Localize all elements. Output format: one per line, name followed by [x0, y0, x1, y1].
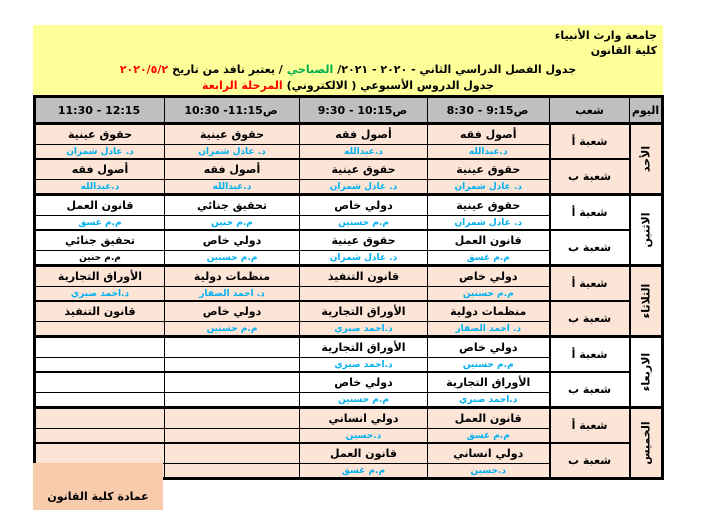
semester-title-text: جدول الفصل الدراسي الثاني - ٢٠٢٠ - ٢٠٢١/: [337, 63, 577, 76]
subject-cell: [165, 372, 300, 393]
subject-cell: دولي خاص: [165, 301, 300, 322]
teacher-cell: د.عبدالله: [35, 180, 165, 195]
day-label: الثلاثاء: [639, 283, 653, 319]
weekly-title: [33, 78, 663, 94]
stage-label: المرحلة الرابعة: [202, 79, 283, 92]
subject-row: [35, 372, 663, 393]
timetable-table: [33, 95, 664, 480]
day-cell: [630, 337, 663, 408]
teacher-cell: م.م غسق: [428, 429, 550, 444]
teacher-cell: د. عادل شمران: [300, 251, 428, 266]
teacher-cell: د. احمد الصفار: [165, 287, 300, 302]
teacher-cell: [35, 393, 165, 408]
teacher-cell: د.احمد صبري: [428, 393, 550, 408]
day-cell: [630, 266, 663, 337]
teacher-cell: د.احمد صبري: [35, 287, 165, 302]
teacher-cell: م.م غسق: [300, 464, 428, 479]
subject-cell: منظمات دولية: [165, 266, 300, 287]
teacher-cell: [165, 358, 300, 373]
teacher-cell: د.عبدالله: [165, 180, 300, 195]
day-cell: [630, 408, 663, 479]
effective-date: ٢٠٢٠/٥/٢: [119, 63, 169, 76]
teacher-cell: م.م حنين: [35, 251, 165, 266]
teacher-cell: د.احمد صبري: [300, 358, 428, 373]
subject-cell: أصول فقه: [428, 124, 550, 145]
subject-cell: تحقيق جنائي: [165, 195, 300, 216]
subject-cell: [165, 408, 300, 429]
subject-cell: قانون التنفيذ: [35, 301, 165, 322]
day-label: الاربعاء: [639, 352, 653, 392]
teacher-cell: م.م حسنين: [165, 251, 300, 266]
subject-row: [35, 301, 663, 322]
subject-cell: قانون العمل: [428, 408, 550, 429]
teacher-cell: م.م حسنين: [300, 216, 428, 231]
teacher-cell: د.حسين: [300, 429, 428, 444]
subject-row: [35, 195, 663, 216]
section-cell: شعبة ب: [550, 159, 630, 195]
sections-column-header: شعب: [550, 97, 630, 124]
subject-cell: الأوراق التجارية: [35, 266, 165, 287]
header-row: [35, 97, 663, 124]
teacher-cell: د. عادل شمران: [428, 216, 550, 231]
teacher-cell: [35, 429, 165, 444]
teacher-cell: د.عبدالله: [300, 145, 428, 160]
subject-cell: تحقيق جنائي: [35, 230, 165, 251]
teacher-cell: [165, 429, 300, 444]
teacher-cell: م.م حسنين: [428, 287, 550, 302]
subject-row: [35, 230, 663, 251]
day-label: الخميس: [639, 421, 653, 465]
teacher-cell: د. عادل شمران: [165, 145, 300, 160]
subject-cell: قانون العمل: [35, 195, 165, 216]
teacher-cell: م.م غسق: [428, 251, 550, 266]
subject-cell: حقوق عينية: [165, 124, 300, 145]
time-column-header: ص9:30 - 10:15: [300, 97, 428, 124]
subject-cell: حقوق عينية: [300, 230, 428, 251]
teacher-cell: م.م حسنين: [165, 322, 300, 337]
day-cell: [630, 195, 663, 266]
weekly-title-text: جدول الدروس الأسبوعي ( الالكتروني): [286, 79, 494, 92]
subject-row: [35, 266, 663, 287]
day-cell: [630, 124, 663, 195]
subject-cell: دولي خاص: [300, 195, 428, 216]
teacher-cell: م.م حنين: [165, 216, 300, 231]
time-column-header: 11:30 - 12:15: [35, 97, 165, 124]
subject-cell: حقوق عينية: [35, 124, 165, 145]
subject-cell: حقوق عينية: [300, 159, 428, 180]
teacher-cell: م.م حسنين: [428, 358, 550, 373]
banner: [33, 25, 663, 95]
subject-cell: دولي خاص: [428, 337, 550, 358]
semester-title: [33, 62, 663, 78]
subject-cell: [165, 443, 300, 464]
subject-cell: دولي انساني: [300, 408, 428, 429]
subject-cell: الأوراق التجارية: [300, 337, 428, 358]
subject-cell: الأوراق التجارية: [300, 301, 428, 322]
schedule-body: [35, 124, 663, 479]
subject-row: [35, 408, 663, 429]
teacher-cell: م.م حسنين: [300, 393, 428, 408]
teacher-cell: د. عادل شمران: [35, 145, 165, 160]
subject-cell: [35, 408, 165, 429]
section-cell: شعبة ب: [550, 230, 630, 266]
subject-cell: [35, 443, 165, 464]
subject-cell: دولي انساني: [428, 443, 550, 464]
subject-cell: دولي خاص: [428, 266, 550, 287]
university-name: جامعة وارث الأنبياء: [554, 29, 657, 42]
subject-cell: حقوق عينية: [428, 195, 550, 216]
deanship-label: عمادة كلية القانون: [47, 490, 149, 503]
subject-row: [35, 124, 663, 145]
morning-label: الصباحي: [286, 63, 334, 76]
section-cell: شعبة أ: [550, 408, 630, 444]
teacher-cell: [300, 287, 428, 302]
teacher-cell: د. عادل شمران: [300, 180, 428, 195]
teacher-cell: [165, 464, 300, 479]
teacher-cell: م.م غسق: [35, 216, 165, 231]
section-cell: شعبة ب: [550, 301, 630, 337]
teacher-cell: د.احمد صبري: [300, 322, 428, 337]
teacher-cell: [165, 393, 300, 408]
day-label: الاثنين: [639, 212, 653, 248]
subject-row: [35, 159, 663, 180]
subject-cell: أصول فقه: [35, 159, 165, 180]
section-cell: شعبة ب: [550, 443, 630, 479]
subject-cell: أصول فقه: [300, 124, 428, 145]
college-name: كلية القانون: [590, 44, 657, 57]
subject-cell: الأوراق التجارية: [428, 372, 550, 393]
teacher-cell: [35, 322, 165, 337]
subject-row: [35, 443, 663, 464]
subject-cell: [35, 372, 165, 393]
section-cell: شعبة ب: [550, 372, 630, 408]
subject-cell: [165, 337, 300, 358]
time-column-header: ص10:30 -11:15: [165, 97, 300, 124]
subject-row: [35, 337, 663, 358]
teacher-cell: د.عبدالله: [428, 145, 550, 160]
timetable: [33, 95, 664, 480]
section-cell: شعبة أ: [550, 124, 630, 160]
section-cell: شعبة أ: [550, 195, 630, 231]
subject-cell: قانون العمل: [300, 443, 428, 464]
teacher-cell: [35, 358, 165, 373]
section-cell: شعبة أ: [550, 266, 630, 302]
teacher-cell: د.حسين: [428, 464, 550, 479]
time-column-header: ص8:30 - 9:15: [428, 97, 550, 124]
subject-cell: [35, 337, 165, 358]
subject-cell: قانون التنفيذ: [300, 266, 428, 287]
day-column-header: اليوم: [630, 97, 663, 124]
section-cell: شعبة أ: [550, 337, 630, 373]
subject-cell: دولي خاص: [300, 372, 428, 393]
teacher-cell: د. عادل شمران: [428, 180, 550, 195]
teacher-cell: د. احمد الصفار: [428, 322, 550, 337]
subject-cell: دولي خاص: [165, 230, 300, 251]
subject-cell: حقوق عينية: [428, 159, 550, 180]
day-label: الأحد: [639, 145, 653, 173]
subject-cell: قانون العمل: [428, 230, 550, 251]
effective-text: / يعتبر نافذ من تاريخ: [172, 63, 283, 76]
subject-cell: أصول فقه: [165, 159, 300, 180]
deanship-block: [33, 463, 163, 510]
subject-cell: منظمات دولية: [428, 301, 550, 322]
